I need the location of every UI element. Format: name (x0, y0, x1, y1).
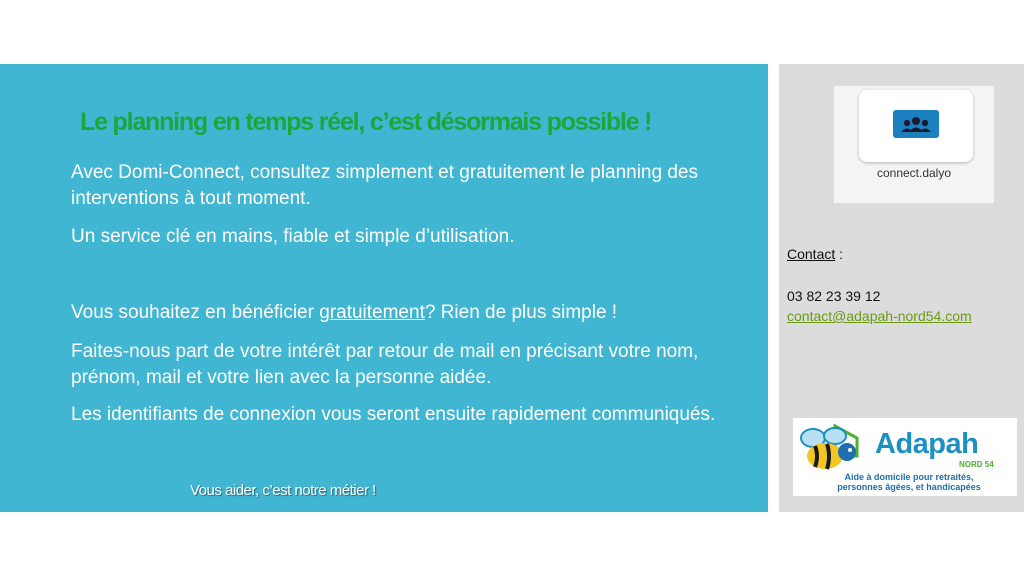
logo-tagline-line2: personnes âgées, et handicapées (837, 482, 981, 492)
logo-tagline-line1: Aide à domicile pour retraités, (844, 472, 974, 482)
free-highlight: gratuitement (319, 302, 425, 323)
logo-tagline (807, 472, 1011, 492)
offer-text-start: Vous souhaitez en bénéficier (71, 302, 320, 323)
app-name: connect.dalyo (876, 166, 952, 180)
credentials-paragraph: Les identifiants de connexion vous seront ensuite rapidement communiqués. (71, 404, 716, 425)
slogan: Vous aider, c’est notre métier ! (190, 482, 376, 499)
service-paragraph: Un service clé en mains, fiable et simple d’utilisation. (71, 226, 515, 247)
logo-region: NORD 54 (959, 460, 994, 469)
adapah-logo (793, 418, 1017, 496)
email-link[interactable]: contact@adapah-nord54.com (787, 308, 972, 324)
app-tile (859, 90, 973, 162)
logo-name: Adapah (875, 428, 979, 460)
offer-paragraph (71, 300, 751, 326)
phone-number: 03 82 23 39 12 (787, 288, 881, 304)
page-title: Le planning en temps réel, c’est désormais possible ! (80, 108, 652, 136)
bee-icon (795, 422, 873, 474)
intro-paragraph: Avec Domi-Connect, consultez simplement et gratuitement le planning des interventions à tout moment. (71, 162, 698, 209)
contact-label-colon: : (835, 246, 844, 262)
contact-label-text: Contact (787, 246, 836, 262)
app-logo-card (834, 86, 994, 203)
instructions-paragraph: Faites-nous part de votre intérêt par retour de mail en précisant votre nom, prénom, mail et votre lien avec la personne aidée. (71, 341, 699, 388)
people-group-icon (893, 110, 939, 138)
offer-text-end: ? Rien de plus simple ! (424, 302, 618, 323)
contact-label (787, 246, 843, 262)
